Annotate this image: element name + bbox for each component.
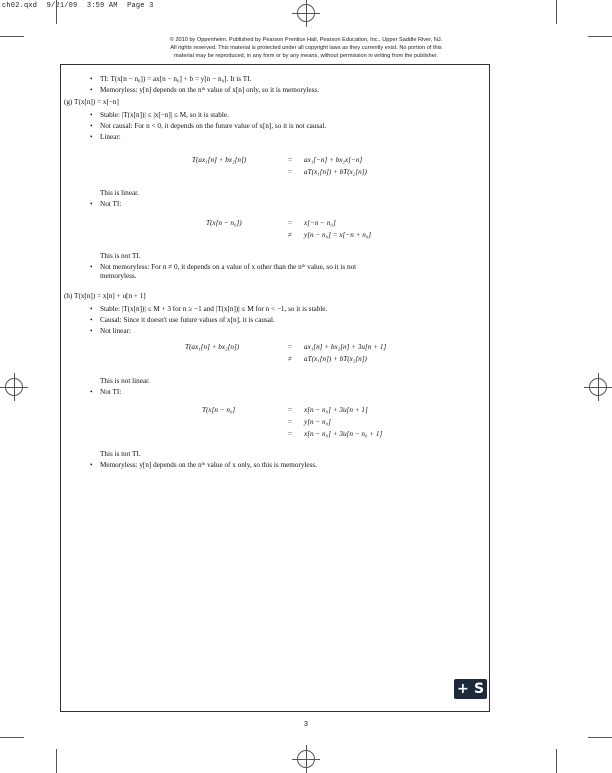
crop-mark [556,749,557,773]
h-equals-sign: = [287,418,293,426]
g-linear-conclusion: This is linear. [100,189,139,197]
h-equals-sign: = [287,430,293,438]
print-slug [2,2,158,10]
f-memoryless-line: • Memoryless: y[n] depends on the nᵗʰ value of x[n] only, so it is memoryless. [100,86,319,95]
g-ti-conclusion: This is not TI. [100,252,141,260]
g-stable-line: • Stable: |T(x[n])| ≤ |x[−n]| ≤ M, so it is stable. [100,111,229,120]
h-not-ti-label: • Not TI: [100,388,121,397]
copyright-notice [120,36,492,60]
slug-time: 3:59 AM [86,2,118,10]
copyright-line: © 2010 by Oppenheim. Published by Pearson Prentice Hall, Pearson Education, Inc., Upper Saddle River, NJ. [169,37,443,43]
g-not-memoryless-line-1: • Not memoryless: For n ≠ 0, it depends on a value of x other than the nᵗʰ value, so it is not [100,263,356,272]
g-linearity-rhs-1: ax₁[−n] + bx₂x[−n] [304,156,363,164]
crop-mark [0,36,24,37]
g-equals-sign: = [287,168,293,176]
g-not-memoryless-line-2: memoryless. [100,272,137,280]
h-memoryless-line: • Memoryless: y[n] depends on the nᵗʰ value of x only, so this is memoryless. [100,461,317,470]
copyright-line: material may be reproduced, in any form or by any means, without permission in writing from the publisher. [174,53,438,59]
slug-date: 9/21/09 [46,2,78,10]
crop-mark [588,737,612,738]
g-ti-rhs-1: x[−n − n₀] [304,219,336,227]
part-g-heading: (g) T(x[n]) = x[−n] [64,98,119,106]
part-h-heading: (h) T(x[n]) = x[n] + u[n + 1] [64,292,146,300]
content-frame [60,64,490,712]
h-linear-conclusion: This is not linear. [100,377,150,385]
g-linearity-lhs: T(ax₁[n] + bx₂[n]) [192,156,247,164]
g-equals-sign: = [287,219,293,227]
g-not-equal-sign: ≠ [288,231,292,239]
h-ti-rhs-2: y[n − n₀] [304,418,331,426]
h-not-equal-sign: ≠ [288,355,292,363]
registration-mark-icon [589,378,607,396]
plus-s-logo[interactable] [454,679,487,699]
registration-mark-icon [5,378,23,396]
plus-icon: + [457,681,469,697]
h-ti-rhs-1: x[n − n₀] + 3u[n + 1] [304,406,368,414]
registration-mark-icon [297,4,315,22]
h-causal-line: • Causal: Since it doesn't use future values of x[n], it is causal. [100,316,275,325]
page-number: 3 [304,721,308,728]
h-linearity-lhs: T(ax₁[n] + bx₂[n]) [185,343,240,351]
g-not-ti-label: • Not TI: [100,200,121,209]
h-linearity-rhs-2: aT(x₁[n]) + bT(x₂[n]) [304,355,367,363]
crop-mark [556,0,557,24]
h-ti-rhs-3: x[n − n₀] + 3u[n − n₀ + 1] [304,430,383,438]
f-ti-line: • TI: T(x[n − n₀]) = ax[n − n₀] + b = y[n − n₀]. It is TI. [100,75,251,84]
registration-mark-icon [297,750,315,768]
crop-mark [56,749,57,773]
crop-mark [0,737,24,738]
h-stable-line: • Stable: |T(x[n])| ≤ M + 3 for n ≥ −1 and |T(x[n])| ≤ M for n < −1, so it is stable. [100,305,327,314]
crop-mark [56,0,57,24]
g-linearity-rhs-2: aT(x₁[n]) + bT(x₂[n]) [304,168,367,176]
crop-mark [588,36,612,37]
slug-file: ch02.qxd [2,2,38,10]
h-linearity-rhs-1: ax₁[n] + bx₂[n] + 3u[n + 1] [304,343,387,351]
s-letter-icon: S [474,681,485,697]
h-ti-conclusion: This is not TI. [100,450,141,458]
g-ti-rhs-2: y[n − n₀] = x[−n + n₀] [304,231,372,239]
g-causal-line: • Not causal: For n < 0, it depends on the future value of x[n], so it is not causal. [100,122,326,131]
h-ti-lhs: T(x[n − n₀] [202,406,236,414]
g-ti-lhs: T(x[n − n₀]) [206,219,242,227]
g-linear-label: • Linear: [100,133,121,142]
g-equals-sign: = [287,156,293,164]
copyright-line: All rights reserved. This material is protected under all copyright laws as they currently exist. No portion of this [170,45,442,51]
h-equals-sign: = [287,406,293,414]
h-equals-sign: = [287,343,293,351]
slug-page: Page 3 [127,2,154,10]
h-not-linear-label: • Not linear: [100,327,131,336]
